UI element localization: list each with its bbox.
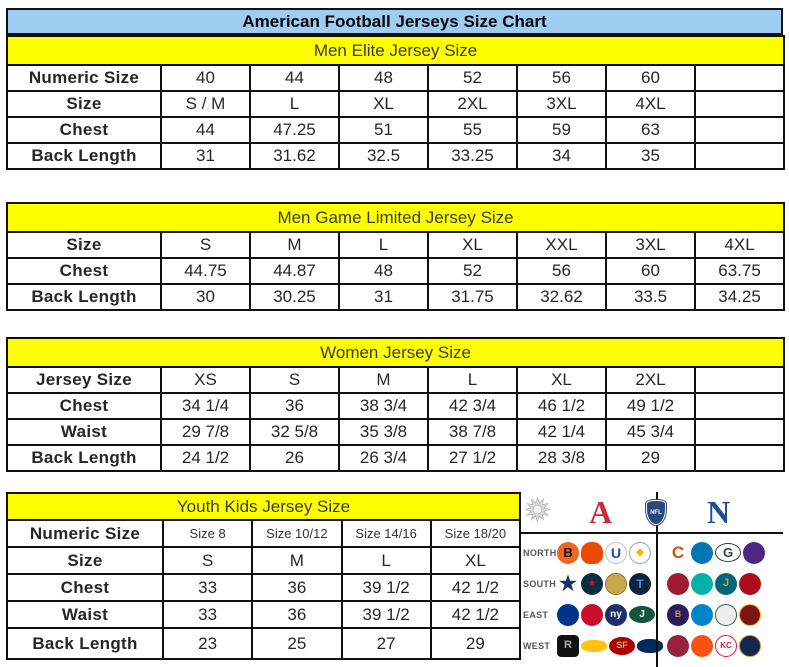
size-table-men-game xyxy=(6,202,785,311)
size-value-cell: S xyxy=(250,367,339,393)
size-value-cell: 49 1/2 xyxy=(606,393,695,419)
size-value-cell xyxy=(695,393,784,419)
saints-logo xyxy=(605,573,627,595)
section-header-youth: Youth Kids Jersey Size xyxy=(7,493,520,520)
size-value-cell: 42 1/2 xyxy=(431,574,520,601)
team-row-north xyxy=(521,537,783,568)
size-value-cell: 3XL xyxy=(606,232,695,258)
size-value-cell: M xyxy=(339,367,428,393)
size-value-cell: 3XL xyxy=(517,91,606,117)
row-label-cell: Size xyxy=(7,547,163,574)
team-logo-grid xyxy=(521,534,783,661)
size-value-cell: XL xyxy=(428,232,517,258)
size-value-cell: S / M xyxy=(161,91,250,117)
women-table-slot xyxy=(6,337,783,472)
size-value-cell: 56 xyxy=(517,65,606,91)
size-value-cell xyxy=(695,367,784,393)
size-value-cell: M xyxy=(250,232,339,258)
youth-table-slot xyxy=(6,492,521,660)
lions-logo xyxy=(691,542,713,564)
section-header-women: Women Jersey Size xyxy=(7,338,784,367)
size-value-cell: S xyxy=(163,547,252,574)
size-value-cell: 4XL xyxy=(695,232,784,258)
size-value-cell: 38 7/8 xyxy=(428,419,517,445)
size-value-cell: 47.25 xyxy=(250,117,339,143)
size-value-cell: 33 xyxy=(163,574,252,601)
size-value-cell xyxy=(695,143,784,169)
row-label-cell: Size xyxy=(7,232,161,258)
size-value-cell: 31.75 xyxy=(428,284,517,310)
nfc-east-logos xyxy=(667,604,765,626)
size-value-cell: 29 xyxy=(606,445,695,471)
size-value-cell: L xyxy=(342,547,431,574)
row-label-cell: Back Length xyxy=(7,628,163,659)
size-value-cell: 31 xyxy=(339,284,428,310)
ravens-logo: B xyxy=(667,604,689,626)
region-label: NORTH xyxy=(523,547,557,558)
size-value-cell: 4XL xyxy=(606,91,695,117)
size-value-cell: 63.75 xyxy=(695,258,784,284)
size-value-cell: 39 1/2 xyxy=(342,601,431,628)
size-value-cell: 44.75 xyxy=(161,258,250,284)
row-label-cell: Waist xyxy=(7,601,163,628)
size-value-cell: 2XL xyxy=(606,367,695,393)
size-value-cell: 34.25 xyxy=(695,284,784,310)
cardinals-logo xyxy=(667,635,689,657)
size-value-cell xyxy=(695,419,784,445)
team-row-west xyxy=(521,630,783,661)
size-table-youth xyxy=(6,492,521,660)
size-value-cell: 34 xyxy=(517,143,606,169)
size-value-cell: 29 xyxy=(431,628,520,659)
size-value-cell: 42 1/4 xyxy=(517,419,606,445)
size-value-cell: 48 xyxy=(339,258,428,284)
nfc-south-logos xyxy=(667,573,765,595)
size-value-cell: 42 3/4 xyxy=(428,393,517,419)
chargers-logo xyxy=(581,640,607,652)
size-value-cell: 29 7/8 xyxy=(161,419,250,445)
region-label: EAST xyxy=(523,609,549,620)
size-value-cell: XXL xyxy=(517,232,606,258)
starburst-icon xyxy=(525,497,550,527)
size-value-cell xyxy=(695,445,784,471)
packers-logo: G xyxy=(715,543,741,562)
size-value-cell xyxy=(695,65,784,91)
size-value-cell: 40 xyxy=(161,65,250,91)
size-value-cell: XL xyxy=(339,91,428,117)
afc-north-logos xyxy=(557,542,655,564)
size-value-cell: 26 3/4 xyxy=(339,445,428,471)
steelers-logo: ◆ xyxy=(629,542,651,564)
seahawks-logo xyxy=(637,639,663,653)
size-value-cell: 23 xyxy=(163,628,252,659)
size-value-cell: M xyxy=(252,547,341,574)
size-value-cell: 27 1/2 xyxy=(428,445,517,471)
vikings-logo xyxy=(743,542,765,564)
size-value-cell: 32.5 xyxy=(339,143,428,169)
size-value-cell: 36 xyxy=(250,393,339,419)
size-value-cell: L xyxy=(339,232,428,258)
bengals-logo: B xyxy=(557,542,579,564)
size-value-cell: L xyxy=(428,367,517,393)
size-value-cell: 56 xyxy=(517,258,606,284)
titans-logo: T xyxy=(629,573,651,595)
size-value-cell: 39 1/2 xyxy=(342,574,431,601)
size-value-cell: 52 xyxy=(428,258,517,284)
patriots-logo xyxy=(581,604,603,626)
size-value-cell: 35 3/8 xyxy=(339,419,428,445)
size-value-cell: 59 xyxy=(517,117,606,143)
nfc-west-logos xyxy=(667,635,765,657)
nfl-team-panel xyxy=(521,492,783,667)
section-header-men-elite: Men Elite Jersey Size xyxy=(7,36,784,65)
size-value-cell xyxy=(695,91,784,117)
colts-logo: U xyxy=(605,542,627,564)
broncos-logo xyxy=(691,635,713,657)
size-value-cell: 28 3/8 xyxy=(517,445,606,471)
row-label-cell: Chest xyxy=(7,258,161,284)
team-row-south xyxy=(521,568,783,599)
size-value-cell: 60 xyxy=(606,65,695,91)
cowboys-logo: ★ xyxy=(557,573,579,595)
browns-logo xyxy=(581,542,603,564)
size-value-cell: 63 xyxy=(606,117,695,143)
size-value-cell: 48 xyxy=(339,65,428,91)
raiders-logo: R xyxy=(557,635,579,657)
row-label-cell: Chest xyxy=(7,117,161,143)
rams-logo xyxy=(739,635,761,657)
size-value-cell: XL xyxy=(517,367,606,393)
size-value-cell: 26 xyxy=(250,445,339,471)
size-value-cell: Size 14/16 xyxy=(342,520,431,547)
row-label-cell: Numeric Size xyxy=(7,520,163,547)
size-value-cell: 31 xyxy=(161,143,250,169)
size-value-cell: 30.25 xyxy=(250,284,339,310)
afc-south-logos xyxy=(557,573,655,595)
size-value-cell: 45 3/4 xyxy=(606,419,695,445)
bears-logo: C xyxy=(667,542,689,564)
dolphins-logo xyxy=(691,573,713,595)
size-value-cell: 42 1/2 xyxy=(431,601,520,628)
jaguars-logo: J xyxy=(715,573,737,595)
conference-header-row xyxy=(521,492,783,534)
nfc-north-logos xyxy=(667,542,765,564)
size-value-cell: XL xyxy=(431,547,520,574)
team-row-east xyxy=(521,599,783,630)
row-label-cell: Chest xyxy=(7,574,163,601)
size-value-cell: 33 xyxy=(163,601,252,628)
size-value-cell: 33.25 xyxy=(428,143,517,169)
size-value-cell: 60 xyxy=(606,258,695,284)
size-value-cell: 44.87 xyxy=(250,258,339,284)
men-game-table-slot xyxy=(6,202,783,311)
page-title: American Football Jerseys Size Chart xyxy=(6,8,783,35)
jets-logo: J xyxy=(629,606,655,623)
chiefs-logo: KC xyxy=(715,635,737,657)
buccaneers-logo xyxy=(739,573,761,595)
size-value-cell: Size 18/20 xyxy=(431,520,520,547)
falcons-logo xyxy=(667,573,689,595)
size-value-cell: 2XL xyxy=(428,91,517,117)
size-value-cell: Size 8 xyxy=(163,520,252,547)
size-value-cell: 46 1/2 xyxy=(517,393,606,419)
row-label-cell: Back Length xyxy=(7,143,161,169)
afc-west-logos xyxy=(557,635,655,657)
size-value-cell: 32 5/8 xyxy=(250,419,339,445)
size-value-cell: 35 xyxy=(606,143,695,169)
size-value-cell: L xyxy=(250,91,339,117)
size-value-cell: Size 10/12 xyxy=(252,520,341,547)
size-value-cell: 52 xyxy=(428,65,517,91)
row-label-cell: Chest xyxy=(7,393,161,419)
nfc-logo-letter: N xyxy=(707,494,731,530)
size-value-cell: 24 1/2 xyxy=(161,445,250,471)
row-label-cell: Jersey Size xyxy=(7,367,161,393)
men-elite-table-slot xyxy=(6,35,783,170)
row-label-cell: Size xyxy=(7,91,161,117)
size-table-men-elite xyxy=(6,35,785,170)
size-value-cell: XS xyxy=(161,367,250,393)
redskins-logo xyxy=(739,604,761,626)
afc-east-logos xyxy=(557,604,655,626)
texans-logo: ★ xyxy=(581,573,603,595)
eagles-logo xyxy=(715,604,737,626)
size-value-cell: 36 xyxy=(252,574,341,601)
size-value-cell: 27 xyxy=(342,628,431,659)
size-table-women xyxy=(6,337,785,472)
size-value-cell: 34 1/4 xyxy=(161,393,250,419)
size-value-cell: 51 xyxy=(339,117,428,143)
row-label-cell: Waist xyxy=(7,419,161,445)
size-value-cell: 31.62 xyxy=(250,143,339,169)
size-value-cell: 44 xyxy=(161,117,250,143)
size-value-cell: 25 xyxy=(252,628,341,659)
bottom-section xyxy=(6,492,783,667)
panthers-logo xyxy=(691,604,713,626)
size-value-cell: 33.5 xyxy=(606,284,695,310)
bills-logo xyxy=(557,604,579,626)
size-value-cell: S xyxy=(161,232,250,258)
region-label: SOUTH xyxy=(523,578,557,589)
size-value-cell: 55 xyxy=(428,117,517,143)
size-value-cell: 44 xyxy=(250,65,339,91)
row-label-cell: Back Length xyxy=(7,284,161,310)
afc-logo-letter: A xyxy=(589,494,613,530)
section-header-men-game: Men Game Limited Jersey Size xyxy=(7,203,784,232)
size-value-cell: 36 xyxy=(252,601,341,628)
row-label-cell: Back Length xyxy=(7,445,161,471)
row-label-cell: Numeric Size xyxy=(7,65,161,91)
49ers-logo: SF xyxy=(609,637,635,655)
size-value-cell: 30 xyxy=(161,284,250,310)
giants-logo: ny xyxy=(605,604,627,626)
size-value-cell xyxy=(695,117,784,143)
region-label: WEST xyxy=(523,640,551,651)
size-value-cell: 38 3/4 xyxy=(339,393,428,419)
size-value-cell: 32.62 xyxy=(517,284,606,310)
nfl-shield-icon: NFL xyxy=(646,500,666,525)
